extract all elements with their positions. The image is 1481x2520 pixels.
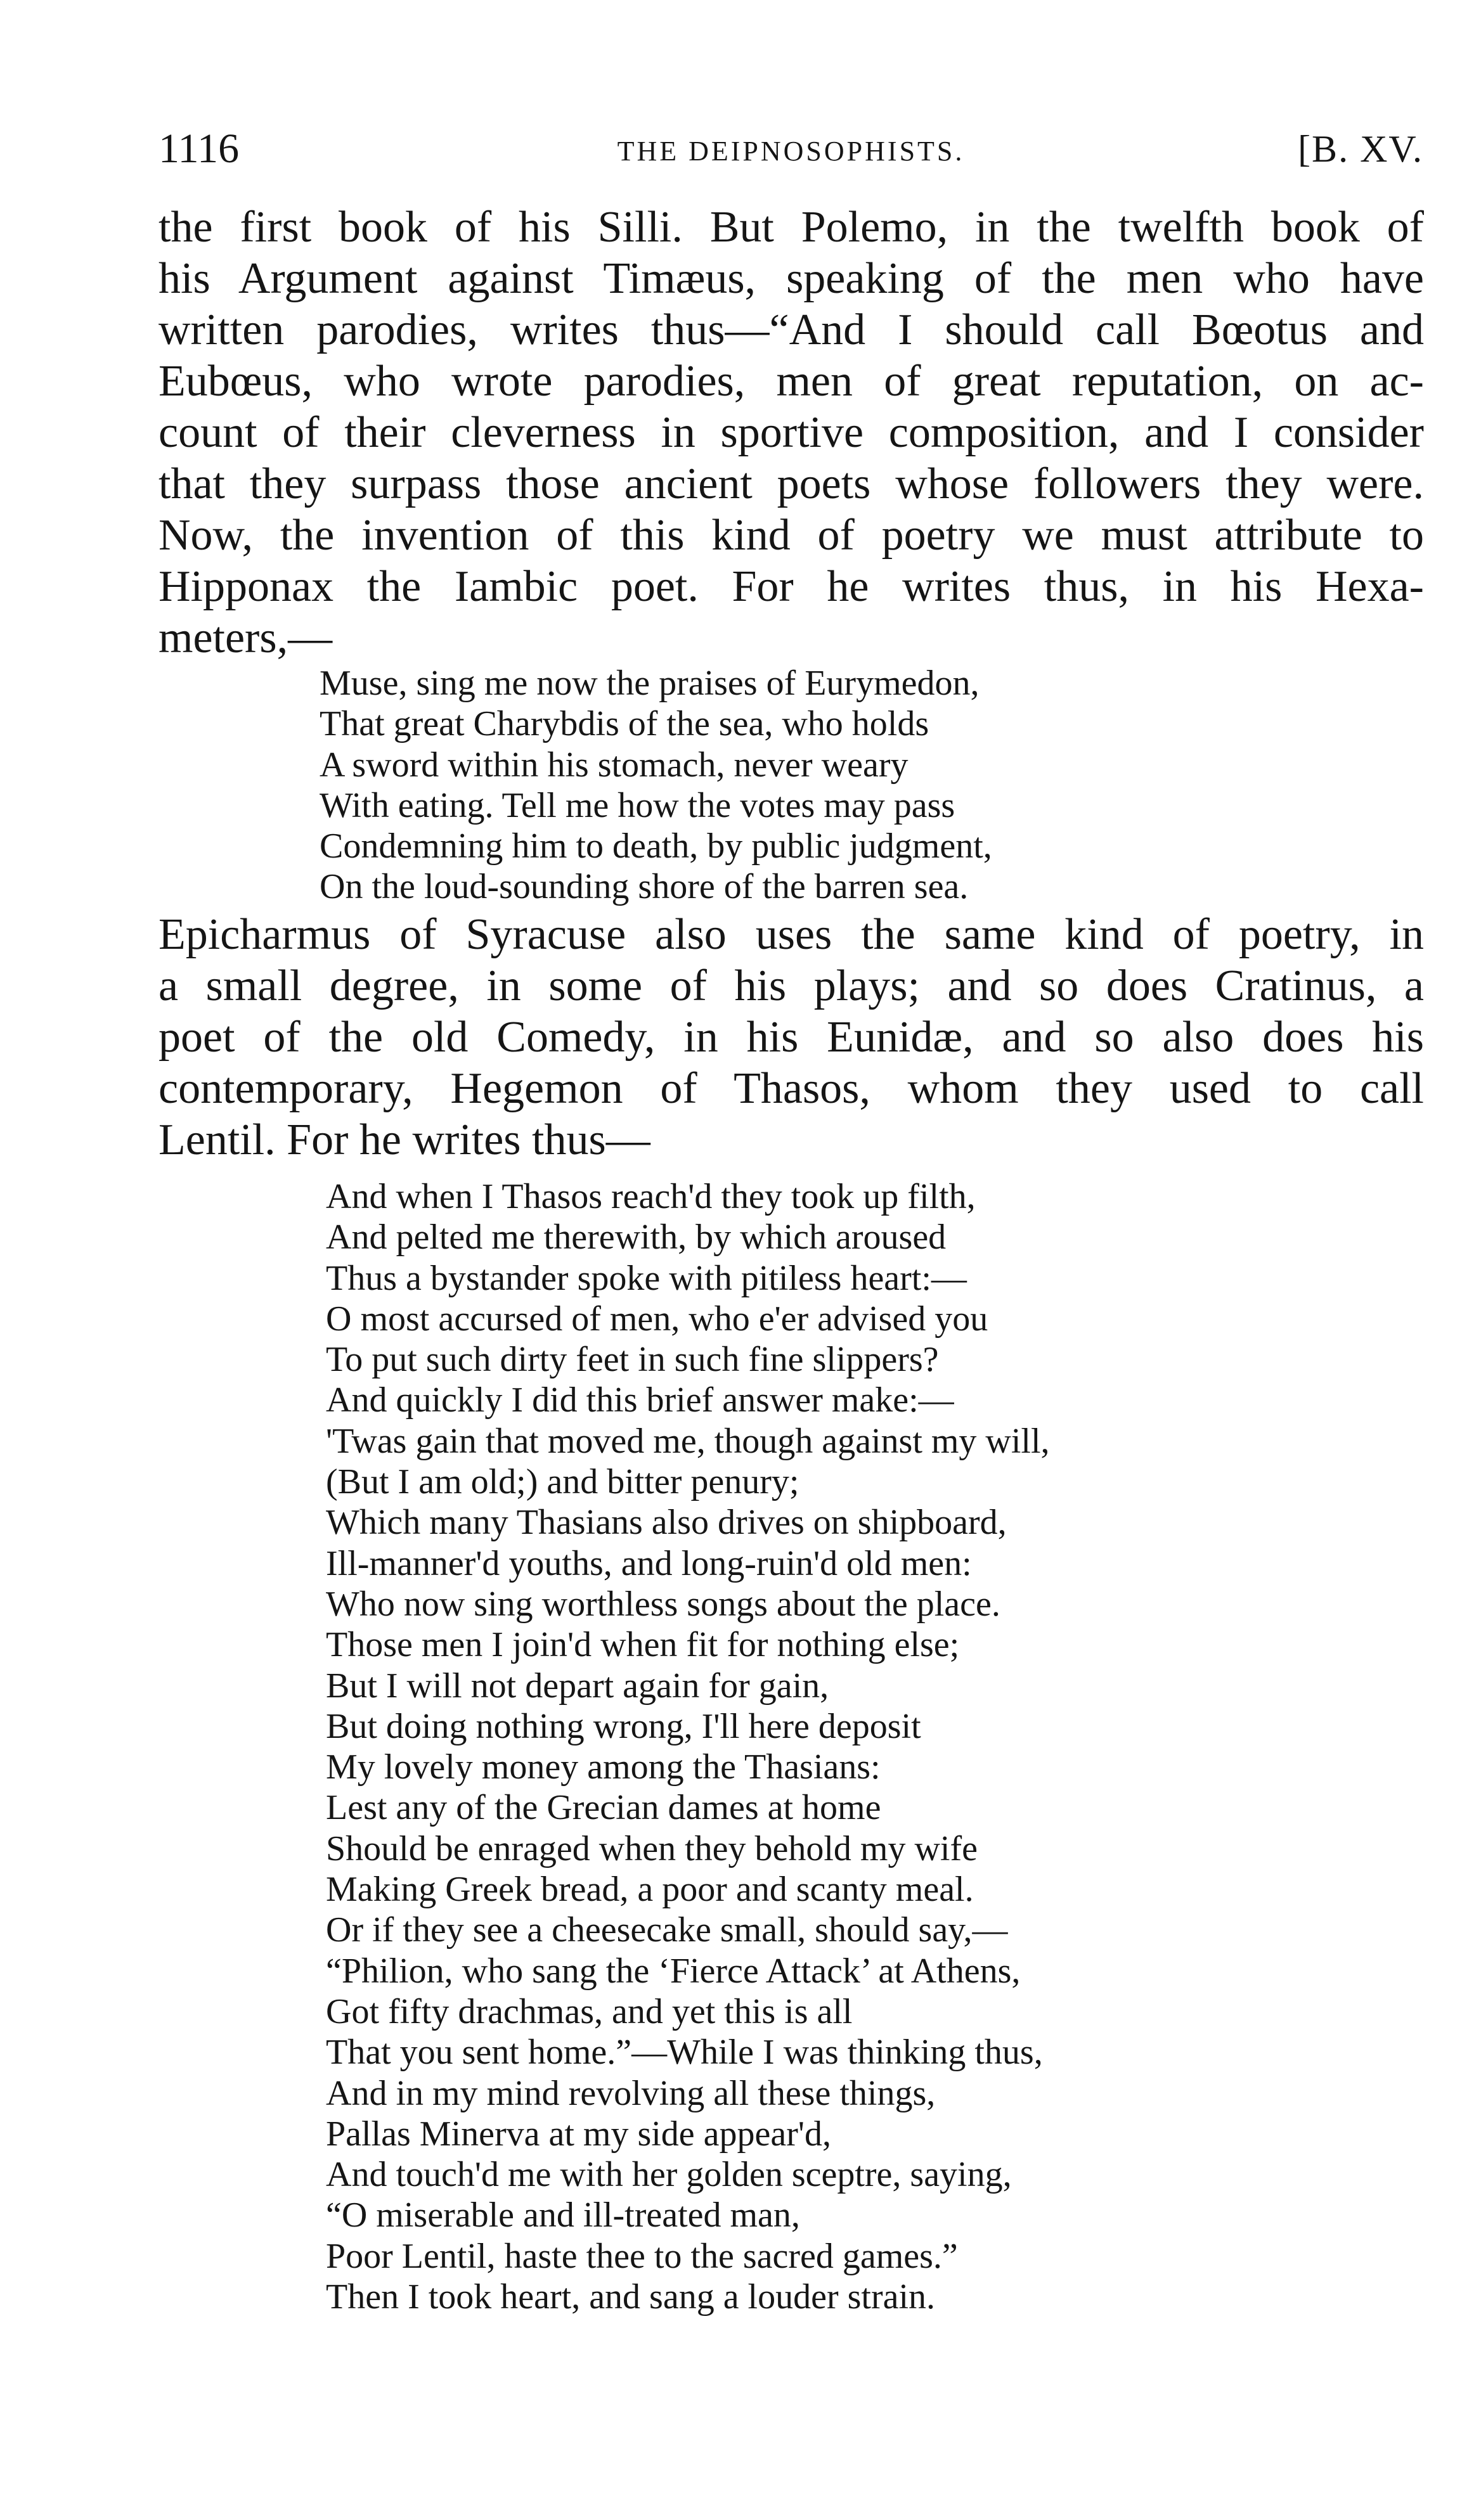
verse-line: Thus a bystander spoke with pitiless heart:— xyxy=(326,1258,967,1298)
verse-line: And pelted me therewith, by which aroused xyxy=(326,1218,947,1257)
prose-line: Epicharmus of Syracuse also uses the same kind of poetry, in xyxy=(158,910,1424,959)
verse-line: And touch'd me with her golden sceptre, saying, xyxy=(326,2155,1012,2195)
prose-line: count of their cleverness in sportive composition, and I consider xyxy=(158,408,1424,457)
verse-line: With eating. Tell me how the votes may pass xyxy=(320,785,955,825)
prose-line: meters,— xyxy=(158,614,333,662)
verse-line: “O miserable and ill-treated man, xyxy=(326,2195,800,2235)
prose-line: that they surpass those ancient poets whose followers they were. xyxy=(158,460,1424,508)
prose-line: the first book of his Silli. But Polemo, in the twelfth book of xyxy=(158,203,1424,252)
verse-line: And in my mind revolving all these things, xyxy=(326,2073,936,2113)
verse-line: Those men I join'd when fit for nothing else; xyxy=(326,1625,960,1665)
verse-line: Poor Lentil, haste thee to the sacred games.” xyxy=(326,2236,958,2276)
page-number: 1116 xyxy=(158,125,240,172)
prose-paragraph-1 xyxy=(158,202,1424,664)
verse-line: Who now sing worthless songs about the place. xyxy=(326,1584,1000,1624)
verse-line: Making Greek bread, a poor and scanty meal. xyxy=(326,1870,974,1910)
verse-line: “Philion, who sang the ‘Fierce Attack’ at Athens, xyxy=(326,1951,1021,1991)
verse-line: Lest any of the Grecian dames at home xyxy=(326,1788,881,1828)
verse-line: Which many Thasians also drives on shipboard, xyxy=(326,1503,1007,1543)
verse-line: O most accursed of men, who e'er advised you xyxy=(326,1299,988,1339)
prose-line: written parodies, writes thus—“And I should call Bœotus and xyxy=(158,305,1424,354)
verse-line: But I will not depart again for gain, xyxy=(326,1666,829,1706)
prose-paragraph-2 xyxy=(158,909,1424,1166)
verse-line: Should be enraged when they behold my wife xyxy=(326,1829,978,1868)
prose-line: Hipponax the Iambic poet. For he writes thus, in his Hexa- xyxy=(158,562,1424,611)
verse-line: But doing nothing wrong, I'll here deposit xyxy=(326,1706,921,1746)
prose-line: poet of the old Comedy, in his Eunidæ, and so also does his xyxy=(158,1013,1424,1062)
running-head xyxy=(158,124,1423,174)
book-reference: [B. XV. xyxy=(1298,128,1423,170)
verse-line: Ill-manner'd youths, and long-ruin'd old men: xyxy=(326,1543,972,1583)
verse-quotation-hipponax xyxy=(320,663,992,908)
verse-line: Got fifty drachmas, and yet this is all xyxy=(326,1991,853,2031)
verse-line: And quickly I did this brief answer make:— xyxy=(326,1380,954,1420)
verse-line: Or if they see a cheesecake small, should say,— xyxy=(326,1910,1008,1950)
prose-line: a small degree, in some of his plays; and so does Cratinus, a xyxy=(158,961,1424,1010)
verse-line: (But I am old;) and bitter penury; xyxy=(326,1462,799,1502)
verse-quotation-hegemon xyxy=(326,1176,1050,2317)
verse-line: On the loud-sounding shore of the barren sea. xyxy=(320,867,969,907)
verse-line: Pallas Minerva at my side appear'd, xyxy=(326,2114,831,2154)
verse-line: That great Charybdis of the sea, who holds xyxy=(320,704,929,744)
verse-line: Then I took heart, and sang a louder strain. xyxy=(326,2277,936,2317)
verse-line: That you sent home.”—While I was thinking thus, xyxy=(326,2033,1043,2073)
prose-line: contemporary, Hegemon of Thasos, whom they used to call xyxy=(158,1064,1424,1113)
verse-line: To put such dirty feet in such fine slippers? xyxy=(326,1340,939,1380)
prose-line: Now, the invention of this kind of poetry we must attribute to xyxy=(158,511,1424,560)
prose-line: Lentil. For he writes thus— xyxy=(158,1115,650,1164)
verse-line: Muse, sing me now the praises of Eurymedon, xyxy=(320,664,980,703)
verse-line: Condemning him to death, by public judgment, xyxy=(320,826,992,866)
verse-line: A sword within his stomach, never weary xyxy=(320,745,909,785)
verse-line: My lovely money among the Thasians: xyxy=(326,1747,881,1787)
verse-line: 'Twas gain that moved me, though against my will, xyxy=(326,1421,1050,1461)
running-title: THE DEIPNOSOPHISTS. xyxy=(617,136,965,167)
verse-line: And when I Thasos reach'd they took up filth, xyxy=(326,1177,976,1216)
prose-line: Eubœus, who wrote parodies, men of great reputation, on ac- xyxy=(158,357,1424,406)
prose-line: his Argument against Timæus, speaking of the men who have xyxy=(158,254,1424,303)
